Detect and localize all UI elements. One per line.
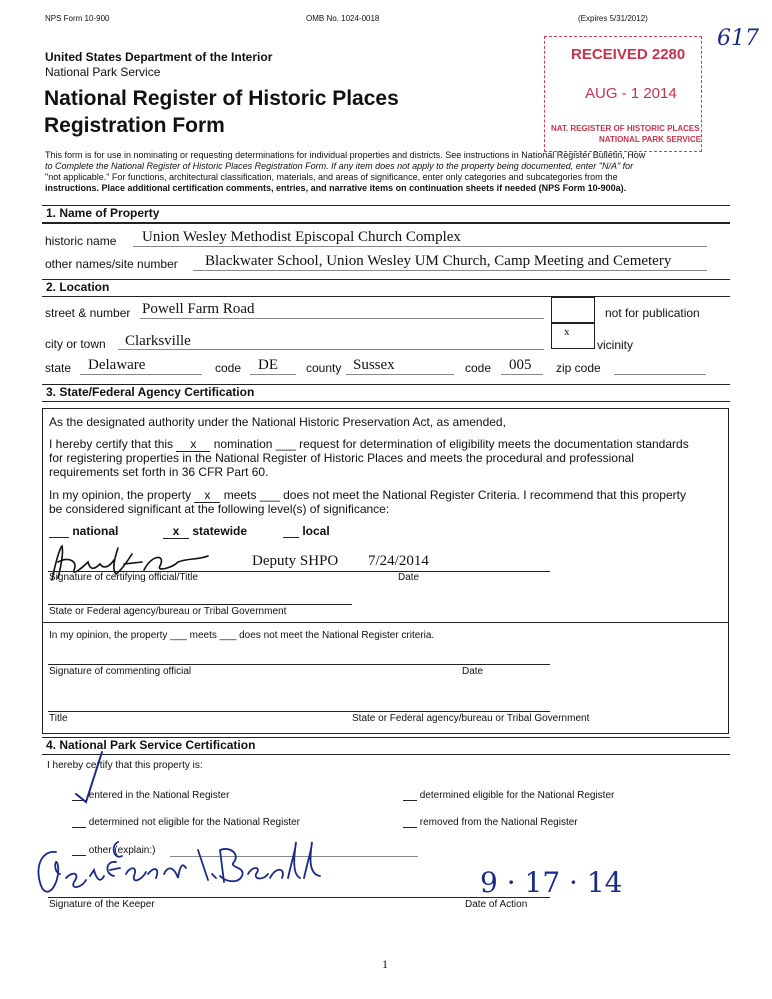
level-statewide-label: statewide [192,524,248,538]
stamp-line1: NAT. REGISTER OF HISTORIC PLACES [551,124,700,133]
state-agency-label: State or Federal agency/bureau or Tribal Government [49,606,287,617]
commenting-official-label: Signature of commenting official [49,666,192,677]
other-names-label: other names/site number [45,257,178,271]
omb-number: OMB No. 1024-0018 [306,14,380,23]
date-of-action-label: Date of Action [465,899,528,910]
opinion-prefix: In my opinion, the property [49,488,192,502]
statewide-mark: x [163,524,189,539]
certify-prefix: I hereby certify that this [49,437,174,451]
section3-header [42,384,730,402]
department-name: United States Department of the Interior [45,50,273,64]
level-national-label: national [72,524,119,538]
zip-field[interactable] [614,374,706,375]
section2-heading: 2. Location [46,280,110,294]
section4-heading: 4. National Park Service Certification [46,738,256,752]
opinion-line1 [49,488,686,503]
instructions-line1: This form is for use in nominating or requesting determinations for individual properties and districts. See instructions in National Register Bulletin, How [45,150,646,160]
section3-heading: 3. State/Federal Agency Certification [46,385,255,399]
opinion2-statement: In my opinion, the property ___ meets ___ does not meet the National Register criteria. [49,630,435,641]
opinion-suffix: meets ___ does not meet the National Register Criteria. I recommend that this property [223,488,686,502]
stamp-line2: NATIONAL PARK SERVICE [599,135,702,144]
option-removed-label: removed from the National Register [419,817,578,828]
historic-name-value[interactable]: Union Wesley Methodist Episcopal Church Complex [142,229,461,245]
signature-label: Signature of certifying official/Title [49,572,198,583]
nps-certify-statement: I hereby certify that this property is: [47,760,203,771]
state-code-label: code [215,361,242,375]
meets-mark[interactable]: x [194,488,220,503]
street-value[interactable]: Powell Farm Road [142,301,255,317]
page-number: 1 [382,957,388,971]
level-local-label: local [302,524,330,538]
street-label: street & number [45,306,131,320]
state-agency2-label: State or Federal agency/bureau or Tribal Government [352,713,590,724]
not-for-publication-label: not for publication [605,306,700,320]
date-label: Date [398,572,420,583]
certify-line2: for registering properties in the National Register of Historic Places and meets the procedural and professional [49,451,634,465]
state-value[interactable]: Delaware [88,357,146,373]
keeper-signature-label: Signature of the Keeper [49,899,155,910]
expiration-date: (Expires 5/31/2012) [578,14,648,23]
county-label: county [306,361,342,375]
section2-header [42,279,730,297]
certify-suffix: nomination ___ request for determination of eligibility meets the documentation standards [213,437,689,451]
section1-header [42,205,730,223]
vicinity-mark: x [564,326,570,338]
city-label: city or town [45,337,106,351]
other-names-value[interactable]: Blackwater School, Union Wesley UM Church, Camp Meeting and Cemetery [205,253,672,269]
option-entered-label: entered in the National Register [88,790,230,801]
form-title-line1: National Register of Historic Places [44,87,399,110]
city-value[interactable]: Clarksville [125,333,191,349]
county-code-label: code [465,361,492,375]
level-local[interactable] [283,524,330,538]
handwritten-corner-number: 617 [717,26,759,51]
opinion-line2: be considered significant at the following level(s) of significance: [49,502,390,516]
not-for-publication-checkbox[interactable] [551,297,595,323]
state-label: state [45,361,72,375]
level-statewide[interactable] [163,524,247,539]
stamp-received: RECEIVED 2280 [571,46,686,63]
agency-name: National Park Service [45,65,161,79]
stamp-date: AUG - 1 2014 [585,85,677,102]
vicinity-label: vicinity [597,338,634,352]
title-label: Title [49,713,68,724]
county-code-value[interactable]: 005 [509,357,532,373]
historic-name-label: historic name [45,234,117,248]
action-date-value: 9 · 17 · 14 [480,866,623,899]
nomination-mark[interactable]: x [176,437,210,452]
form-title-line2: Registration Form [44,114,225,137]
instructions-line4: instructions. Place additional certification comments, entries, and narrative items on continuation sheets if needed (NPS Form 10-900a). [45,183,627,193]
instructions-line2: to Complete the National Register of Historic Places Registration Form. If any item does not apply to the property being documented, enter "N/A" for [45,161,634,171]
level-national[interactable] [49,524,118,538]
date2-label: Date [462,666,484,677]
vicinity-checkbox[interactable] [551,323,595,349]
certify-line3: requirements set forth in 36 CFR Part 60. [49,465,269,479]
certification-date-value: 7/24/2014 [368,553,429,569]
instructions-line3: "not applicable." For functions, architectural classification, materials, and areas of significance, enter only categories and subcategories from the [45,172,618,182]
received-stamp [544,36,702,152]
section1-heading: 1. Name of Property [46,206,160,220]
zip-label: zip code [556,361,601,375]
form-number: NPS Form 10-900 [45,14,110,23]
certify-line1 [49,437,689,452]
option-determined-eligible-label: determined eligible for the National Register [419,790,615,801]
state-code-value[interactable]: DE [258,357,278,373]
option-not-eligible-label: determined not eligible for the National Register [88,817,301,828]
option-other-label: other (explain:) [88,845,156,856]
official-title-value: Deputy SHPO [252,553,339,569]
county-value[interactable]: Sussex [353,357,395,373]
authority-statement: As the designated authority under the National Historic Preservation Act, as amended, [49,415,506,429]
